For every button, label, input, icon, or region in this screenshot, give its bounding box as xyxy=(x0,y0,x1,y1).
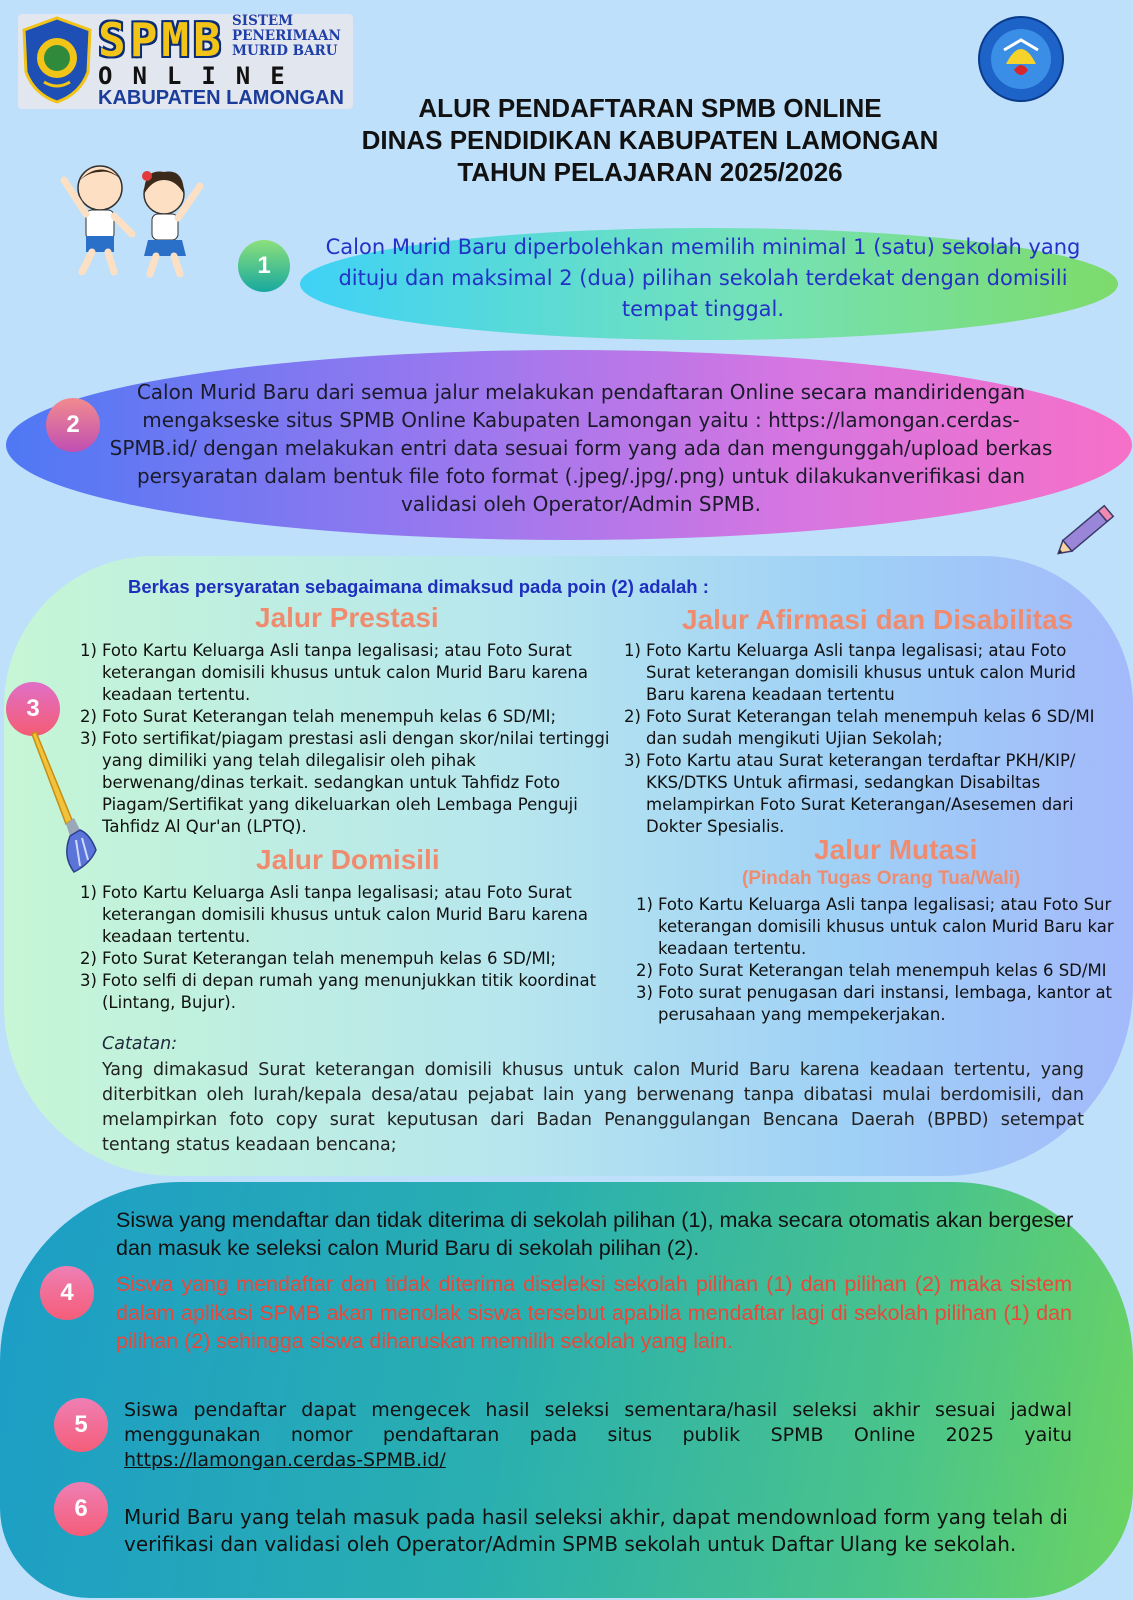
list-marker: 3) xyxy=(80,971,97,990)
lamongan-emblem-icon xyxy=(20,16,94,104)
step1-text: Calon Murid Baru diperbolehkan memilih minimal 1 (satu) sekolah yang dituju dan maksimal 2 (dua) pilihan sekolah terdekat dengan domisili tempat tinggal. xyxy=(325,235,1081,321)
kids-illustration-icon xyxy=(52,150,212,280)
jalur-afirmasi-list xyxy=(624,640,1114,838)
jalur-domisili-heading: Jalur Domisili xyxy=(256,844,440,875)
list-marker: 2) xyxy=(624,707,641,726)
note-label: Catatan: xyxy=(102,1034,178,1054)
list-item-text: Foto Surat Keterangan telah menempuh kelas 6 SD/MI; xyxy=(102,707,557,726)
logo-subtitle-line: SISTEM xyxy=(232,13,294,29)
jalur-mutasi-list xyxy=(636,894,1133,1026)
list-item-text: Foto Kartu Keluarga Asli tanpa legalisasi; atau Foto Surat keterangan domisili khusus untuk calon Murid Baru karena keadaan tertentu. xyxy=(102,641,588,704)
logo-online-text: ONLINE xyxy=(98,62,305,90)
step-number-4: 4 xyxy=(40,1266,94,1320)
list-item xyxy=(80,728,620,838)
list-item xyxy=(624,706,1114,750)
step4-text: Siswa yang mendaftar dan tidak diterima di sekolah pilihan (1), maka secara otomatis akan bergeser dan masuk ke seleksi calon Murid Baru di sekolah pilihan (2). xyxy=(116,1208,1074,1260)
list-item-text: Foto selfi di depan rumah yang menunjukkan titik koordinat (Lintang, Bujur). xyxy=(102,971,597,1012)
tut-wuri-handayani-icon xyxy=(976,14,1066,104)
jalur-mutasi-heading: Jalur Mutasi xyxy=(814,834,978,865)
step-number-3: 3 xyxy=(6,682,60,736)
list-item-text: Foto Surat Keterangan telah menempuh kelas 6 SD/MI xyxy=(658,961,1107,980)
pencil-icon xyxy=(1050,500,1120,562)
jalur-afirmasi-heading: Jalur Afirmasi dan Disabilitas xyxy=(682,604,1074,635)
list-item xyxy=(80,882,620,948)
page-title xyxy=(280,92,1020,188)
step6-text: Murid Baru yang telah masuk pada hasil seleksi akhir, dapat mendownload form yang telah di verifikasi dan validasi oleh Operator/Admin SPMB sekolah untuk Daftar Ulang ke sekolah. xyxy=(124,1505,1068,1556)
list-item xyxy=(636,982,1133,1026)
jalur-mutasi-subtitle: (Pindah Tugas Orang Tua/Wali) xyxy=(742,868,1021,889)
list-marker: 1) xyxy=(636,895,653,914)
jalur-domisili-list xyxy=(80,882,620,1014)
list-marker: 1) xyxy=(80,641,97,660)
step4-warning-text: Siswa yang mendaftar dan tidak diterima diseleksi sekolah pilihan (1) dan pilihan (2) maka sistem dalam aplikasi SPMB akan menolak siswa tersebut apabila mendaftar lagi di sekolah pilihan (1) dan pilihan (2) sehingga siswa diharuskan memilih sekolah yang lain. xyxy=(116,1272,1072,1353)
logo-spmb-text: SPMB xyxy=(98,13,225,67)
list-item xyxy=(80,948,620,970)
step5-text xyxy=(124,1398,1072,1473)
list-item-text: Foto Surat Keterangan telah menempuh kelas 6 SD/MI dan sudah mengikuti Ujian Sekolah; xyxy=(646,707,1095,748)
list-marker: 2) xyxy=(80,707,97,726)
list-marker: 1) xyxy=(80,883,97,902)
list-marker: 3) xyxy=(636,983,653,1002)
list-item-text: Foto sertifikat/piagam prestasi asli dengan skor/nilai tertinggi yang dimiliki yang telah dilegalisir oleh pihak berwenang/dinas terkait. sedangkan untuk Tahfidz Foto Piagam/Sertifikat yang dikeluarkan oleh Lembaga Penguji Tahfidz Al Qur'an (LPTQ). xyxy=(102,729,610,836)
requirements-heading: Berkas persyaratan sebagaimana dimaksud pada poin (2) adalah : xyxy=(128,576,709,597)
logo-subtitle-line: PENERIMAAN xyxy=(232,28,341,44)
note-text: Yang dimakasud Surat keterangan domisili khusus untuk calon Murid Baru karena keadaan tertentu, yang diterbitkan oleh lurah/kepala desa/atau pejabat lain yang berwenang tanpa dibatasi mulai berdomisili, dan melampirkan foto copy surat keputusan dari Badan Penanggulangan Bencana Daerah (BPBD) setempat tentang status keadaan bencana; xyxy=(102,1060,1084,1155)
list-item xyxy=(624,640,1114,706)
list-marker: 2) xyxy=(636,961,653,980)
list-item xyxy=(80,706,620,728)
step5-body: Siswa pendaftar dapat mengecek hasil seleksi sementara/hasil seleksi akhir sesuai jadwal menggunakan nomor pendaftaran pada situs publik SPMB Online 2025 yaitu xyxy=(124,1399,1072,1446)
list-marker: 3) xyxy=(624,751,641,770)
list-marker: 1) xyxy=(624,641,641,660)
list-item-text: Foto Kartu Keluarga Asli tanpa legalisasi; atau Foto Sur keterangan domisili khusus untuk calon Murid Baru kar keadaan tertentu. xyxy=(658,895,1114,958)
list-item xyxy=(80,970,620,1014)
list-item xyxy=(80,640,620,706)
list-marker: 2) xyxy=(80,949,97,968)
list-item-text: Foto surat penugasan dari instansi, lembaga, kantor at perusahaan yang mempekerjakan. xyxy=(658,983,1113,1024)
step-number-6: 6 xyxy=(54,1482,108,1536)
logo-subtitle xyxy=(232,14,350,59)
jalur-prestasi-list xyxy=(80,640,620,838)
list-item xyxy=(636,894,1133,960)
list-marker: 3) xyxy=(80,729,97,748)
logo-subtitle-line: MURID BARU xyxy=(232,43,338,59)
title-line: ALUR PENDAFTARAN SPMB ONLINE xyxy=(418,93,882,123)
logo-kabupaten-text: KABUPATEN LAMONGAN xyxy=(98,87,344,109)
list-item xyxy=(624,750,1114,838)
spmb-site-link[interactable]: https://lamongan.cerdas-SPMB.id/ xyxy=(124,1449,446,1471)
list-item xyxy=(636,960,1133,982)
list-item-text: Foto Kartu atau Surat keterangan terdaftar PKH/KIP/ KKS/DTKS Untuk afirmasi, sedangkan Disabiltas melampirkan Foto Surat Keterangan/Asesemen dari Dokter Spesialis. xyxy=(646,751,1076,836)
list-item-text: Foto Kartu Keluarga Asli tanpa legalisasi; atau Foto Surat keterangan domisili khusus untuk calon Murid Baru karena keadaan tertentu xyxy=(646,641,1076,704)
list-item-text: Foto Surat Keterangan telah menempuh kelas 6 SD/MI; xyxy=(102,949,557,968)
title-line: TAHUN PELAJARAN 2025/2026 xyxy=(457,157,843,187)
step-number-2: 2 xyxy=(46,398,100,452)
title-line: DINAS PENDIDIKAN KABUPATEN LAMONGAN xyxy=(361,125,939,155)
jalur-prestasi-heading: Jalur Prestasi xyxy=(255,602,439,633)
step-number-1: 1 xyxy=(238,240,290,292)
step-number-5: 5 xyxy=(54,1398,108,1452)
list-item-text: Foto Kartu Keluarga Asli tanpa legalisasi; atau Foto Surat keterangan domisili khusus untuk calon Murid Baru karena keadaan tertentu. xyxy=(102,883,588,946)
step2-text: Calon Murid Baru dari semua jalur melakukan pendaftaran Online secara mandiridengan mengakseske situs SPMB Online Kabupaten Lamongan yaitu : https://lamongan.cerdas-SPMB.id/ dengan melakukan entri data sesuai form yang ada dan mengunggah/upload berkas persyaratan dalam bentuk file foto format (.jpeg/.jpg/.png) untuk dilakukanverifikasi dan validasi oleh Operator/Admin SPMB. xyxy=(109,380,1053,516)
